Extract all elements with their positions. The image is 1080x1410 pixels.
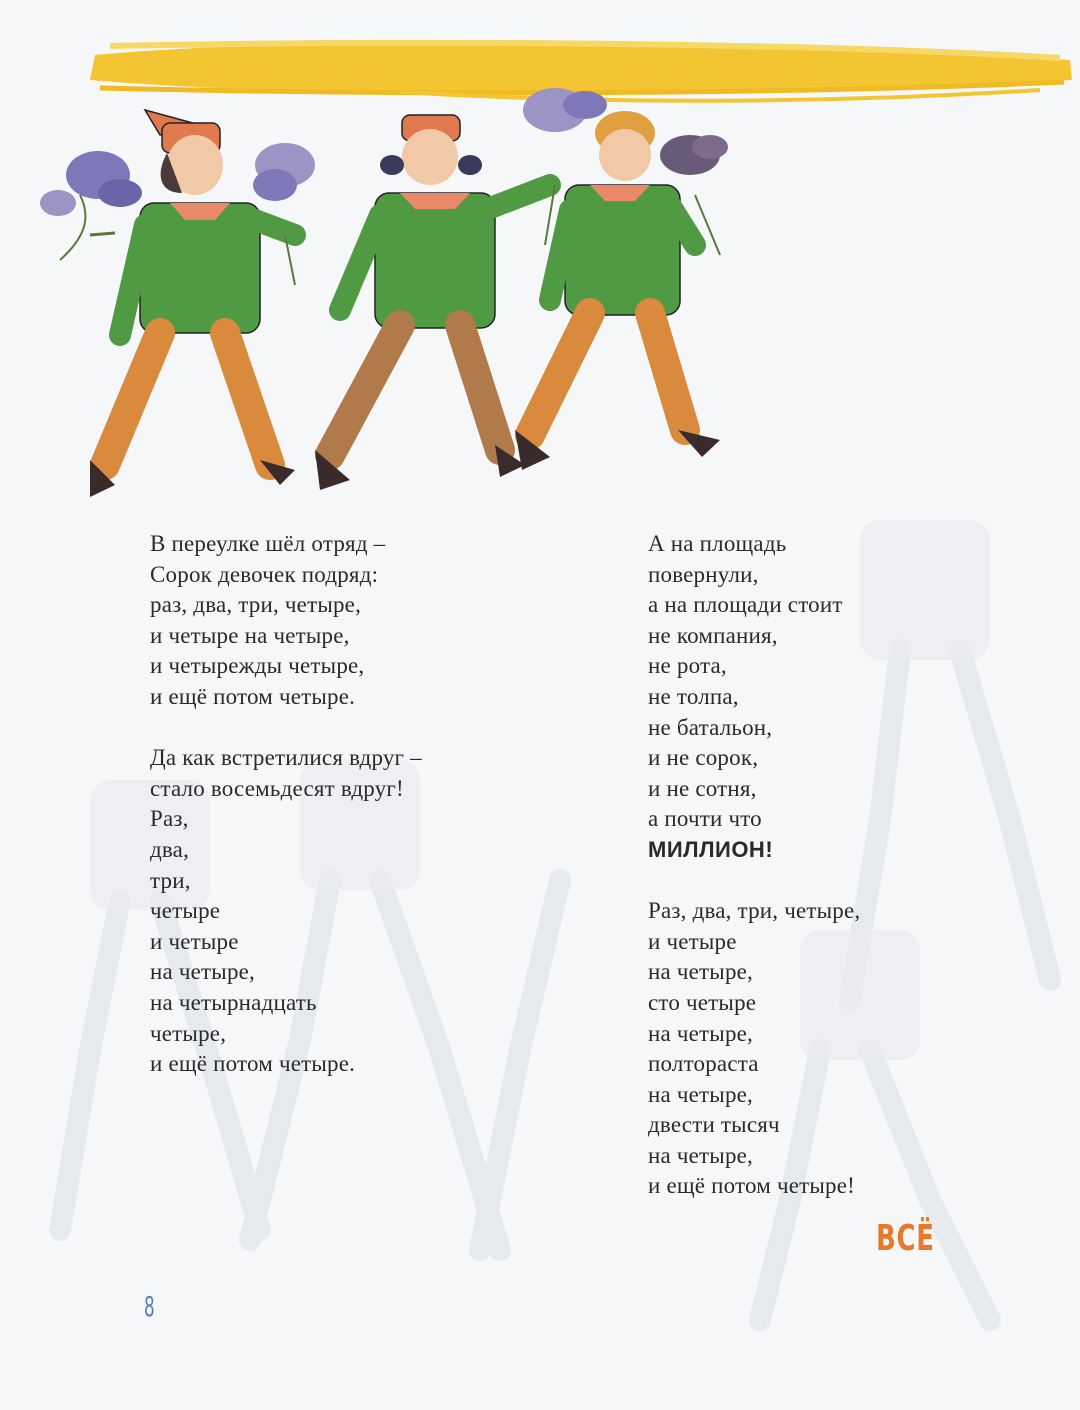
- poem-line: на четыре,: [648, 1142, 754, 1168]
- poem-line: двести тысяч: [648, 1112, 780, 1138]
- poem-line: стало восемьдесят вдруг!: [150, 775, 404, 801]
- poem-line: три,: [150, 867, 191, 893]
- poem-line: и четыре: [150, 928, 239, 954]
- poem-line: не компания,: [648, 622, 778, 648]
- poem-line: и не сорок,: [648, 745, 759, 771]
- poem-line: два,: [150, 836, 190, 862]
- poem-line: Сорок девочек подряд:: [150, 561, 379, 587]
- stanza-break: [150, 713, 422, 744]
- poem-line: В переулке шёл отряд –: [150, 531, 386, 556]
- poem-line: Раз, два, три, четыре,: [648, 898, 861, 924]
- poem-line: четыре,: [150, 1020, 227, 1046]
- poem-line: сто четыре: [648, 989, 757, 1015]
- poem-line: на четыре,: [150, 959, 256, 985]
- poem-line: А на площадь: [648, 531, 787, 556]
- girls-marching-illustration: [30, 85, 760, 515]
- poem-line: и ещё потом четыре!: [648, 1173, 856, 1199]
- poem-line: и четыре на четыре,: [150, 622, 350, 648]
- poem-line: полтораста: [648, 1051, 759, 1077]
- poem-line: раз, два, три, четыре,: [150, 592, 362, 618]
- poem-line: четыре: [150, 898, 221, 924]
- stanza-break: [648, 866, 860, 897]
- poem-line-emphasis: МИЛЛИОН!: [648, 836, 774, 862]
- page-number: 8: [144, 1290, 155, 1323]
- poem-line: повернули,: [648, 561, 759, 587]
- poem-line: не рота,: [648, 653, 727, 679]
- flower-bunch-left-icon: [40, 151, 142, 260]
- poem-right-column: [648, 529, 860, 1202]
- poem-line: не толпа,: [648, 683, 739, 709]
- poem-line: и ещё потом четыре.: [150, 1051, 356, 1077]
- poem-line: Да как встретилися вдруг –: [150, 745, 422, 771]
- poem-line: на четырнадцать: [150, 989, 317, 1015]
- end-mark: ВСЁ: [876, 1218, 935, 1259]
- poem-line: а на площади стоит: [648, 592, 843, 618]
- poem-line: и ещё потом четыре.: [150, 683, 356, 709]
- poem-line: и четырежды четыре,: [150, 653, 365, 679]
- poem-line: и четыре: [648, 928, 737, 954]
- girl-two-icon: [315, 115, 550, 490]
- poem-line: и не сотня,: [648, 775, 757, 801]
- poem-line: на четыре,: [648, 959, 754, 985]
- poem-line: на четыре,: [648, 1081, 754, 1107]
- poem-line: на четыре,: [648, 1020, 754, 1046]
- poem-line: не батальон,: [648, 714, 773, 740]
- poem-line: Раз,: [150, 806, 189, 832]
- poem-left-column: [150, 529, 422, 1080]
- poem-line: а почти что: [648, 806, 762, 832]
